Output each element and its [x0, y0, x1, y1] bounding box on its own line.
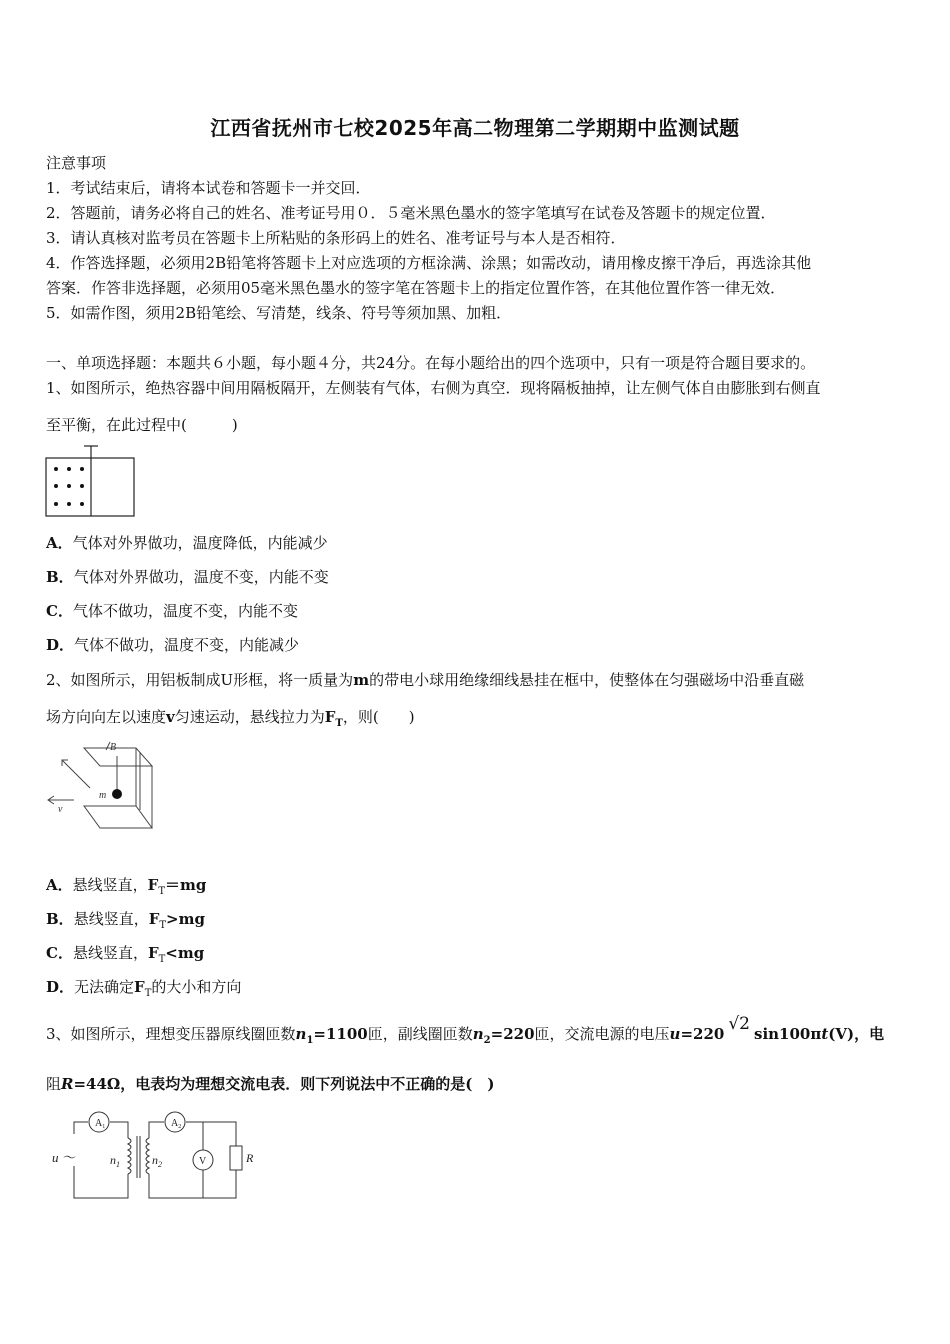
q2-stem-line1: 2、如图所示，用铝板制成U形框，将一质量为m的带电小球用绝缘细线悬挂在框中，使整体在匀强磁场中沿垂直磁 [46, 671, 805, 689]
note-item-1: 1．考试结束后，请将本试卷和答题卡一并交回． [46, 179, 371, 197]
q3-fig-n2: $n_2$ [152, 1153, 162, 1169]
section-heading: 一、单项选择题：本题共６小题，每小题４分，共24分。在每小题给出的四个选项中，只有一项是符合题目要求的。 [46, 354, 816, 372]
q2-fig-label-b: B [110, 742, 117, 753]
note-item-5: 5．如需作图，须用2B铅笔绘、写清楚，线条、符号等须加黑、加粗． [46, 304, 512, 322]
q2-stem-line2: 场方向向左以速度v匀速运动，悬线拉力为$F_T$，则( ) [46, 708, 415, 729]
q1-option-b: B．气体对外界做功，温度不变，内能不变 [46, 568, 329, 586]
q3-fig-u: u ～ [52, 1150, 75, 1165]
q2-option-c: C．悬线竖直，$F_T<mg$ [46, 944, 205, 965]
note-item-4-cont: 答案．作答非选择题，必须用05毫米黑色墨水的签字笔在答题卡上的指定位置作答，在其他位置作答一律无效． [46, 279, 786, 297]
q3-stem-line1: 3、如图所示，理想变压器原线圈匝数$n_1=1100$匝，副线圈匝数$n_2=220$匝，交流电源的电压u=220 √2 sin100πt(V)，电 [46, 1014, 885, 1046]
notes-heading: 注意事项 [46, 154, 107, 172]
q1-option-a: A．气体对外界做功，温度降低，内能减少 [46, 534, 328, 552]
q2-option-d: D．无法确定$F_T$的大小和方向 [46, 978, 242, 999]
note-item-3: 3．请认真核对监考员在答题卡上所粘贴的条形码上的姓名、准考证号与本人是否相符． [46, 229, 626, 247]
q3-fig-n1: $n_1$ [110, 1153, 120, 1169]
q2-u-frame-figure [44, 736, 160, 840]
q3-fig-a2: $A_2$ [171, 1118, 182, 1130]
q3-stem-line2: 阻R=44Ω，电表均为理想交流电表．则下列说法中不正确的是( ) [46, 1075, 495, 1093]
page-title: 江西省抚州市七校2025年高二物理第二学期期中监测试题 [210, 116, 740, 140]
q1-container-figure [44, 444, 136, 520]
q1-option-d: D．气体不做功，温度不变，内能减少 [46, 636, 300, 654]
q3-fig-a1: $A_1$ [95, 1118, 106, 1130]
q3-fig-v: V [199, 1156, 207, 1167]
q2-fig-label-v: v [58, 804, 63, 815]
q2-option-b: B．悬线竖直，$F_T>mg$ [46, 910, 205, 931]
q3-fig-r: R [246, 1151, 254, 1165]
q2-option-a: A．悬线竖直，$F_T=mg$ [46, 876, 207, 897]
q1-stem-line1: 1、如图所示，绝热容器中间用隔板隔开，左侧装有气体，右侧为真空．现将隔板抽掉，让左侧气体自由膨胀到右侧直 [46, 379, 821, 397]
q3-transformer-circuit [48, 1106, 268, 1206]
q1-option-c: C．气体不做功，温度不变，内能不变 [46, 602, 298, 620]
note-item-4: 4．作答选择题，必须用2B铅笔将答题卡上对应选项的方框涂满、涂黑；如需改动，请用橡皮擦干净后，再选涂其他 [46, 254, 812, 272]
q1-stem-line2: 至平衡，在此过程中( ) [46, 416, 238, 434]
note-item-2: 2．答题前，请务必将自己的姓名、准考证号用０．５毫米黑色墨水的签字笔填写在试卷及答题卡的规定位置． [46, 204, 776, 222]
q2-fig-label-m: m [99, 790, 107, 801]
